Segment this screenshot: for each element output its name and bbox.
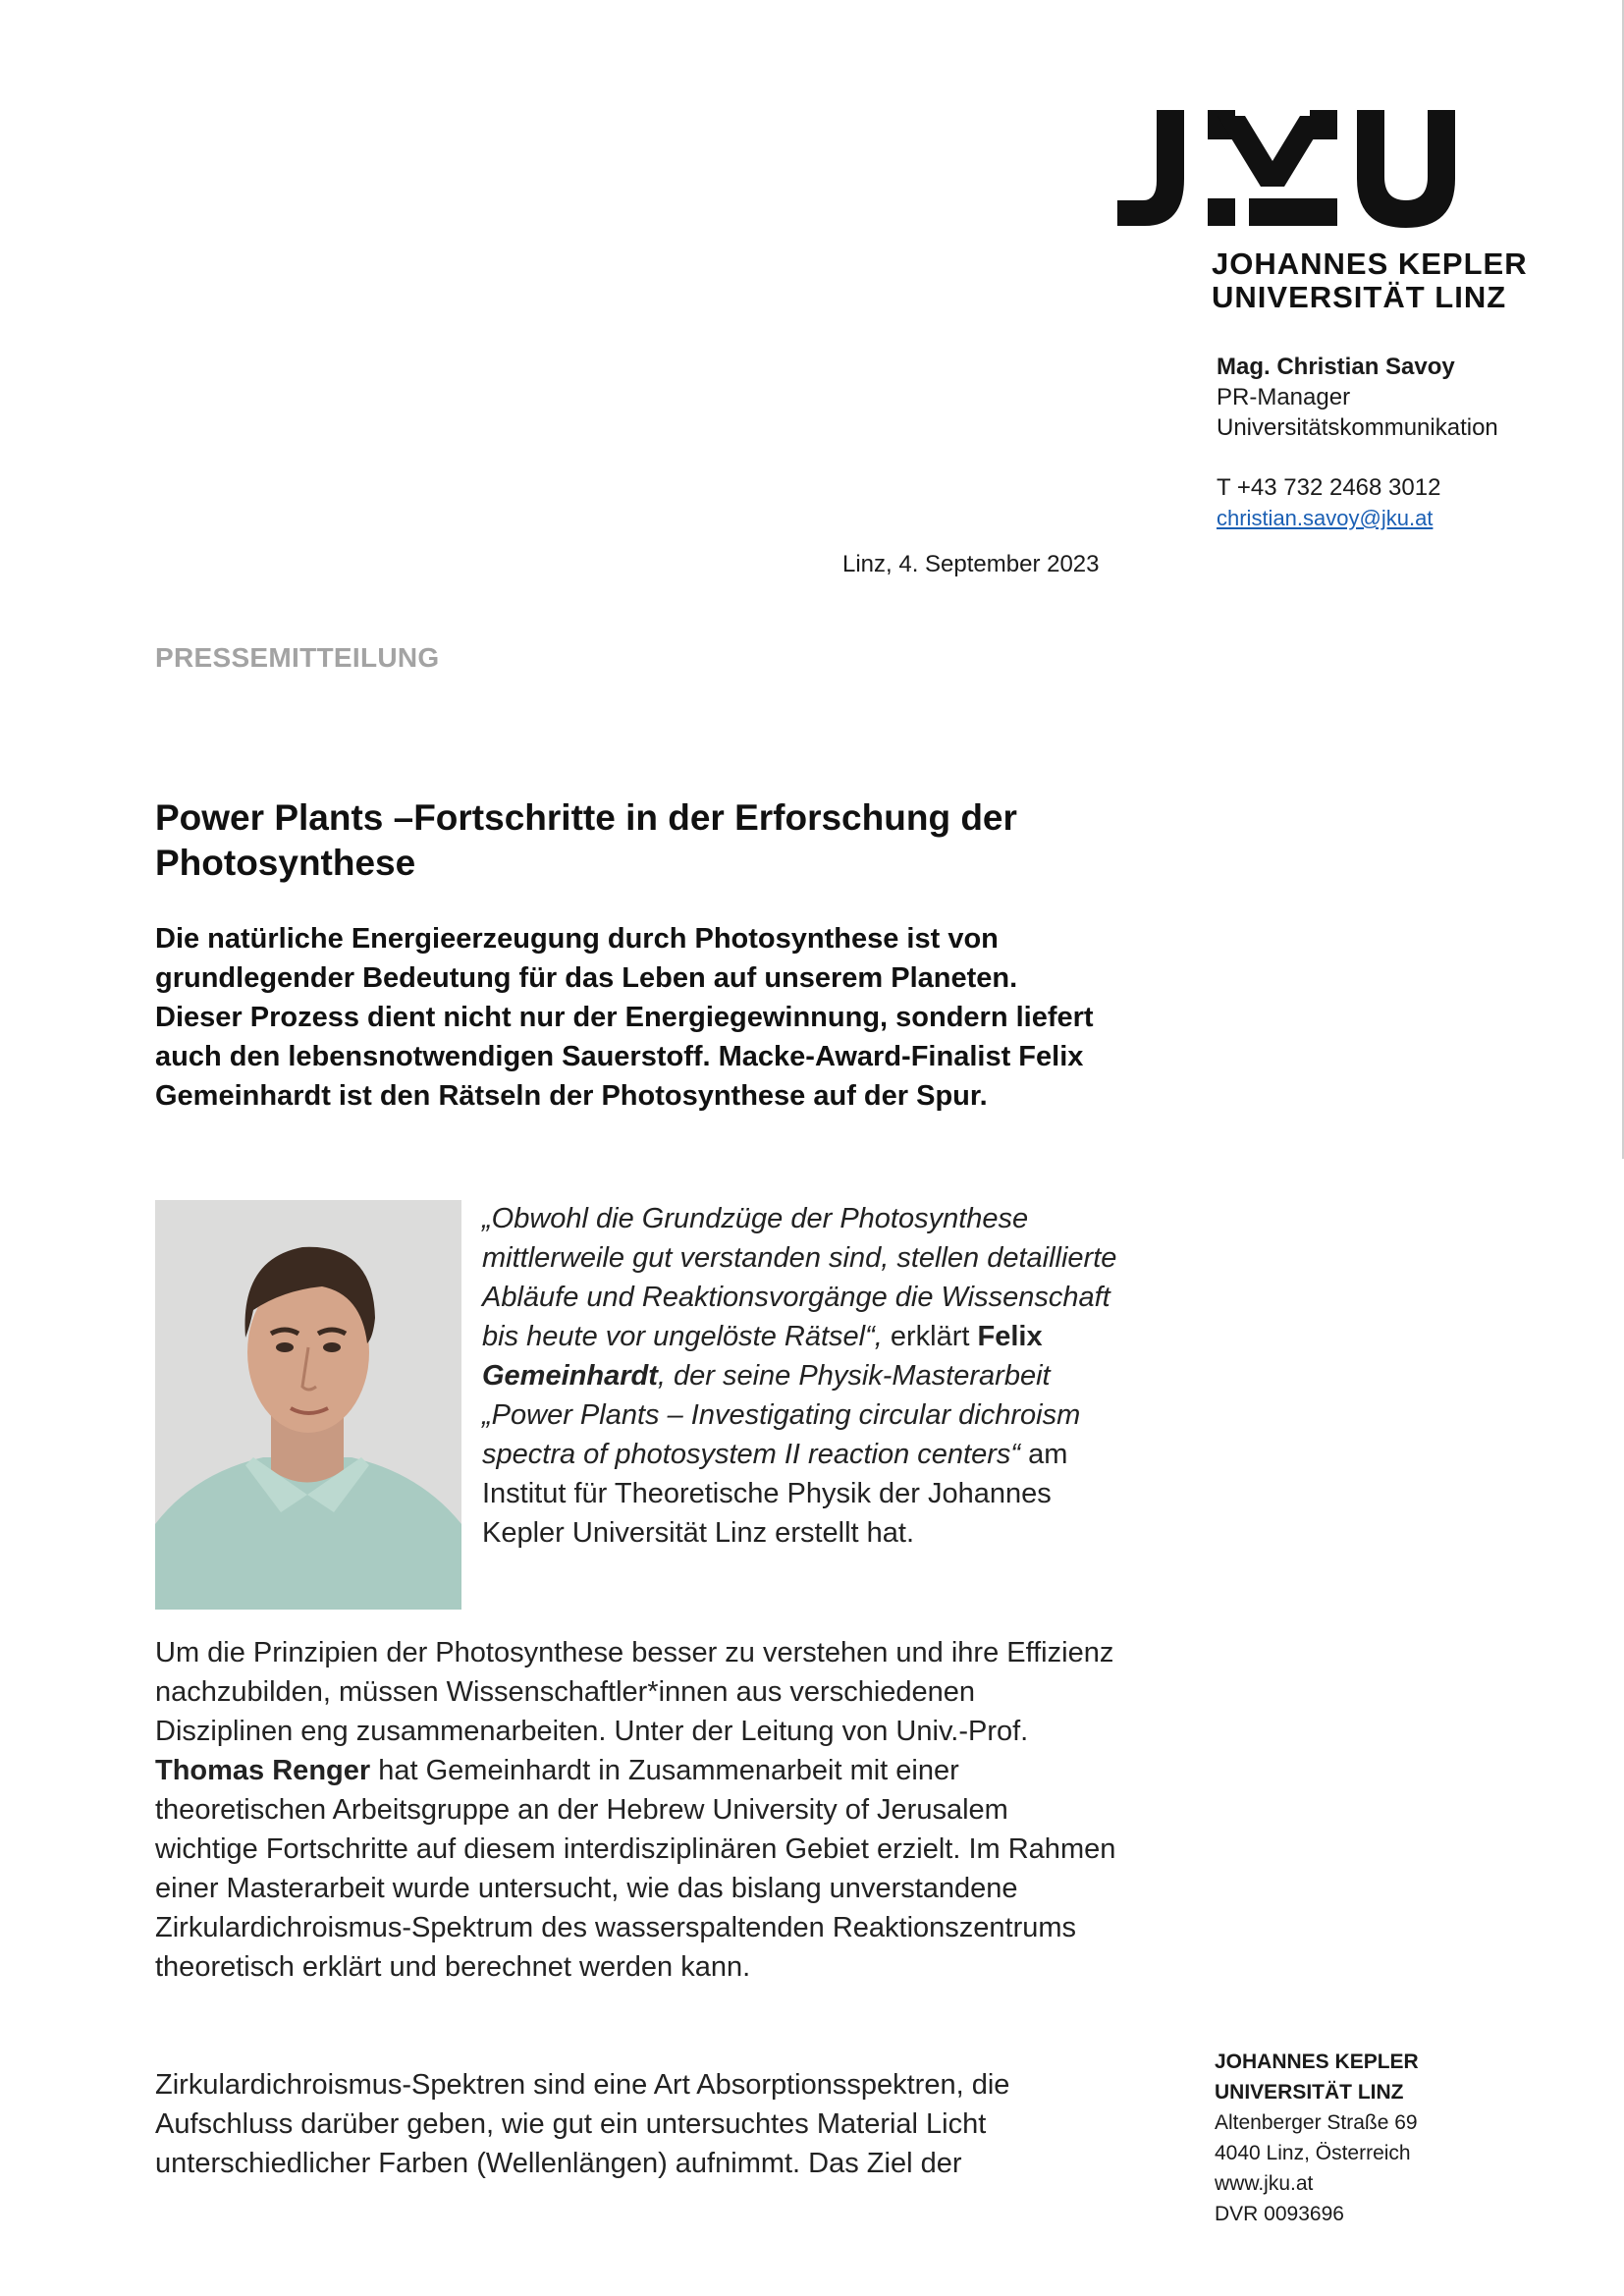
footer-address	[1215, 2047, 1419, 2229]
contact-block	[1217, 352, 1498, 533]
footer-line-2: UNIVERSITÄT LINZ	[1215, 2081, 1404, 2104]
contact-name: Mag. Christian Savoy	[1217, 354, 1455, 380]
jku-logo	[1117, 110, 1456, 228]
body1-text-b: hat Gemeinhardt in Zusammenarbeit mit einer theoretischen Arbeitsgruppe an der Hebrew University of Jerusalem wichtige Fortschritte auf diesem interdisziplinären Gebiet erzielt. Im Rahmen einer Masterarbeit wurde untersucht, wie das bislang unverstandene Zirkulardichroismus-Spektrum des wasserspaltenden Reaktionszentrums theoretisch erklärt und berechnet werden kann.	[155, 1755, 1116, 1983]
body1-text-a: Um die Prinzipien der Photosynthese besser zu verstehen und ihre Effizienz nachzubilden, müssen Wissenschaftler*innen aus verschiedenen Disziplinen eng zusammenarbeiten. Unter der Leitung von Univ.-Prof.	[155, 1637, 1114, 1747]
contact-role: PR-Manager	[1217, 384, 1351, 410]
logo-line-1: JOHANNES KEPLER	[1212, 246, 1528, 281]
body1-person: Thomas Renger	[155, 1755, 371, 1786]
body-paragraph-1	[155, 1633, 1117, 1987]
portrait-photo	[155, 1200, 461, 1610]
contact-department: Universitätskommunikation	[1217, 414, 1498, 441]
headline: Power Plants –Fortschritte in der Erforschung der Photosynthese	[155, 797, 1017, 883]
footer-city: 4040 Linz, Österreich	[1215, 2142, 1411, 2164]
footer-web[interactable]: www.jku.at	[1215, 2172, 1314, 2195]
footer-line-1: JOHANNES KEPLER	[1215, 2050, 1419, 2073]
quote-thesis-title: , der seine Physik-Masterarbeit „Power Plants – Investigating circular dichroism spectra of photosystem II reaction centers“	[482, 1360, 1081, 1470]
logo-wordmark	[1212, 247, 1528, 314]
quote-name-last: Gemeinhardt	[482, 1360, 658, 1392]
lead-paragraph: Die natürliche Energieerzeugung durch Photosynthese ist von grundlegender Bedeutung für das Leben auf unserem Planeten. Dieser Prozess dient nicht nur der Energiegewinnung, sondern liefert auch den lebensnotwendigen Sauerstoff. Macke-Award-Finalist Felix Gemeinhardt ist den Rätseln der Photosynthese auf der Spur.	[155, 923, 1094, 1112]
press-date: Linz, 4. September 2023	[842, 551, 1100, 577]
quote-verb: erklärt	[882, 1321, 978, 1352]
logo-line-2: UNIVERSITÄT LINZ	[1212, 280, 1507, 314]
footer-street: Altenberger Straße 69	[1215, 2111, 1418, 2134]
press-release-label: PRESSEMITTEILUNG	[155, 642, 440, 673]
body-paragraph-2: Zirkulardichroismus-Spektren sind eine Art Absorptionsspektren, die Aufschluss darüber geben, wie gut ein untersuchtes Material Licht unterschiedlicher Farben (Wellenlängen) aufnimmt. Das Ziel der	[155, 2069, 1010, 2179]
quote-paragraph	[482, 1199, 1140, 1553]
quote-institute: am Institut für Theoretische Physik der Johannes Kepler Universität Linz erstellt hat.	[482, 1439, 1068, 1549]
quote-text: „Obwohl die Grundzüge der Photosynthese mittlerweile gut verstanden sind, stellen detaillierte Abläufe und Reaktionsvorgänge die Wissenschaft bis heute vor ungelöste Rätsel“,	[482, 1203, 1117, 1352]
contact-email-link[interactable]: christian.savoy@jku.at	[1217, 506, 1434, 530]
contact-phone: T +43 732 2468 3012	[1217, 474, 1441, 501]
quote-name-first: Felix	[977, 1321, 1043, 1352]
footer-dvr: DVR 0093696	[1215, 2203, 1344, 2225]
